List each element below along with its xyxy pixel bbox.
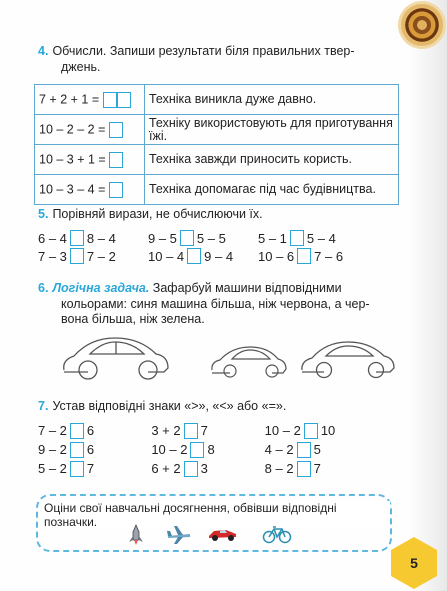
race-car-icon[interactable]	[208, 524, 238, 542]
sign-box[interactable]	[70, 423, 84, 439]
comparison-item: 5 – 1 5 – 4	[258, 230, 336, 246]
statement-cell: Техніка допомагає під час будівництва.	[145, 175, 399, 205]
sign-box[interactable]	[70, 248, 84, 264]
page-number: 5	[410, 555, 418, 571]
task7-text: Устав відповідні знаки «>», «<» або «=».	[52, 399, 287, 413]
table-row	[35, 85, 399, 115]
sign-box[interactable]	[304, 423, 318, 439]
assessment-text: Оціни свої навчальні досягнення, обвівши відповідні позначки.	[42, 501, 390, 529]
task6-title: Логічна задача.	[52, 281, 150, 295]
answer-box[interactable]	[109, 152, 123, 168]
answer-box[interactable]	[109, 122, 123, 138]
expression-cell: 10 – 3 – 4 =	[35, 175, 145, 205]
statement-cell: Техніку використовують для приготування їжі.	[145, 115, 399, 145]
answer-box[interactable]	[117, 92, 131, 108]
sign-box[interactable]	[70, 442, 84, 458]
task5-row	[38, 247, 368, 265]
task5-number: 5.	[38, 207, 49, 221]
sign-box[interactable]	[180, 230, 194, 246]
task4-number: 4.	[38, 44, 49, 58]
airplane-icon[interactable]	[166, 524, 192, 546]
task7-row	[38, 459, 378, 478]
rocket-icon[interactable]	[126, 524, 146, 546]
sign-box[interactable]	[70, 230, 84, 246]
cars-illustration	[60, 330, 400, 382]
sign-item: 6 + 2 3	[151, 461, 208, 476]
expression-cell: 7 + 2 + 1 =	[35, 85, 145, 115]
sign-box[interactable]	[297, 461, 311, 477]
expression-cell: 10 – 3 + 1 =	[35, 145, 145, 175]
task7-instruction	[38, 399, 286, 415]
medium-car-icon[interactable]	[302, 342, 394, 378]
decorative-emblem-icon	[401, 4, 443, 46]
sign-item: 7 – 2 6	[38, 423, 95, 438]
sign-item: 10 – 2 8	[151, 442, 215, 457]
sign-box[interactable]	[184, 461, 198, 477]
answer-box[interactable]	[109, 182, 123, 198]
table-row	[35, 175, 399, 205]
task7-row	[38, 440, 378, 459]
bicycle-icon[interactable]	[262, 524, 292, 544]
task4-text: Обчисли. Запиши результати біля правильних твер-	[52, 44, 355, 58]
task5-grid	[38, 229, 368, 265]
sign-box[interactable]	[70, 461, 84, 477]
sign-box[interactable]	[190, 442, 204, 458]
sign-item: 9 – 2 6	[38, 442, 95, 457]
sign-box[interactable]	[297, 248, 311, 264]
sign-box[interactable]	[297, 442, 311, 458]
table-row	[35, 115, 399, 145]
task7-row	[38, 421, 378, 440]
sign-box[interactable]	[184, 423, 198, 439]
sign-item: 5 – 2 7	[38, 461, 95, 476]
statement-cell: Техніка виникла дуже давно.	[145, 85, 399, 115]
sign-item: 10 – 2 10	[264, 423, 336, 438]
answer-box[interactable]	[103, 92, 117, 108]
small-car-icon[interactable]	[212, 347, 286, 377]
sign-box[interactable]	[187, 248, 201, 264]
task5-instruction	[38, 207, 263, 223]
self-assessment-box	[36, 494, 392, 552]
task6-number: 6.	[38, 281, 49, 295]
task5-text: Порівняй вирази, не обчислюючи їх.	[52, 207, 263, 221]
comparison-item: 10 – 6 7 – 6	[258, 248, 344, 264]
comparison-item: 10 – 4 9 – 4	[148, 248, 234, 264]
comparison-item: 9 – 5 5 – 5	[148, 230, 226, 246]
task6-instruction: 6. Логічна задача. Зафарбуй машини відповідними кольорами: синя машина більша, ніж червона, а чер- вона більша, ніж зелена.	[38, 281, 370, 326]
task7-grid	[38, 421, 378, 478]
task4-instruction	[38, 44, 355, 75]
task4-table	[34, 84, 399, 205]
task5-row	[38, 229, 368, 247]
expression-cell: 10 – 2 – 2 =	[35, 115, 145, 145]
sign-item: 8 – 2 7	[264, 461, 321, 476]
sign-item: 4 – 2 5	[264, 442, 321, 457]
comparison-item: 7 – 3 7 – 2	[38, 248, 116, 264]
sign-box[interactable]	[290, 230, 304, 246]
page-edge	[407, 0, 447, 591]
statement-cell: Техніка завжди приносить користь.	[145, 145, 399, 175]
table-row	[35, 145, 399, 175]
task4-text2: джень.	[61, 59, 101, 74]
task7-number: 7.	[38, 399, 49, 413]
comparison-item: 6 – 4 8 – 4	[38, 230, 116, 246]
large-car-icon[interactable]	[64, 338, 168, 379]
sign-item: 3 + 2 7	[151, 423, 208, 438]
